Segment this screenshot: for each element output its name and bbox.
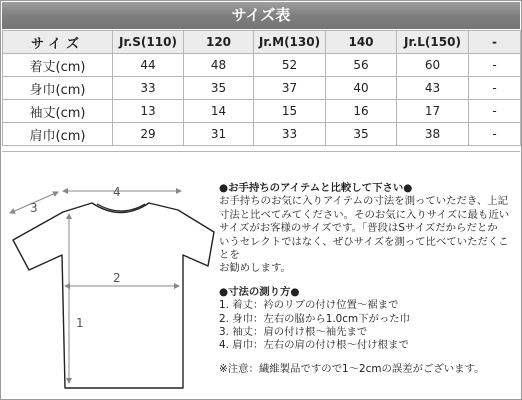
- size-header: 120: [184, 31, 254, 54]
- table-cell: 52: [254, 54, 326, 77]
- table-cell: 37: [254, 77, 326, 100]
- notes-paragraph-line: お勧めします。: [219, 262, 291, 275]
- table-row: [3, 100, 521, 123]
- list-item: 3. 袖丈：肩の付け根～袖先まで: [219, 326, 368, 339]
- list-item: 2. 身巾：左右の脇から1.0cm下がった巾: [219, 312, 411, 325]
- table-cell: 14: [184, 100, 254, 123]
- marker-1-label: 1: [76, 316, 84, 330]
- caution-note: ※注意：繊維製品ですので1～2cmの誤差がございます。: [219, 362, 485, 375]
- measurement-section: [2, 151, 520, 399]
- list-item: 1. 着丈：衿のリブの付け位置～裾まで: [219, 299, 399, 312]
- size-header: Jr.S(110): [113, 31, 184, 54]
- tshirt-outline: [13, 203, 214, 388]
- row-label: 着丈(cm): [3, 54, 113, 77]
- marker-2-label: 2: [113, 271, 121, 285]
- notes-paragraph-line: お手持ちのお気に入りアイテムの寸法を測っていただき、上記: [219, 195, 509, 208]
- measurement-list: [219, 299, 515, 353]
- header-label: サイズ: [3, 31, 113, 54]
- table-header-row: [3, 31, 521, 54]
- table-cell: 38: [397, 123, 469, 146]
- size-header: -: [469, 31, 521, 54]
- size-header: Jr.M(130): [254, 31, 326, 54]
- notes-paragraph-line: いうセレクトではなく、ぜひサイズを測って比べていただくことを: [219, 235, 509, 262]
- table-cell: 33: [254, 123, 326, 146]
- table-cell: 44: [113, 54, 184, 77]
- table-cell: 43: [397, 77, 469, 100]
- list-item: 4. 肩巾：左右の肩の付け根～付け根まで: [219, 339, 409, 352]
- notes-paragraph-line: サイズがお客様のサイズです。「普段はSサイズだからだとか: [219, 222, 498, 235]
- table-cell: 35: [184, 77, 254, 100]
- size-notes: [219, 182, 515, 376]
- tshirt-measurement-diagram: [2, 152, 217, 399]
- table-cell: 40: [326, 77, 397, 100]
- table-row: [3, 123, 521, 146]
- table-row: [3, 77, 521, 100]
- size-header: Jr.L(150): [397, 31, 469, 54]
- table-cell: 56: [326, 54, 397, 77]
- table-cell: -: [469, 100, 521, 123]
- table-cell: 33: [113, 77, 184, 100]
- table-cell: 60: [397, 54, 469, 77]
- row-label: 袖丈(cm): [3, 100, 113, 123]
- table-cell: 35: [326, 123, 397, 146]
- table-cell: 13: [113, 100, 184, 123]
- table-row: [3, 54, 521, 77]
- table-cell: 15: [254, 100, 326, 123]
- table-cell: 31: [184, 123, 254, 146]
- notes-heading-howto: ●寸法の測り方●: [219, 285, 300, 298]
- table-cell: -: [469, 123, 521, 146]
- size-table: [2, 30, 521, 146]
- page-title: サイズ表: [2, 2, 520, 29]
- notes-heading-compare: ●お手持ちのアイテムと比較して下さい●: [219, 182, 413, 194]
- row-label: 肩巾(cm): [3, 123, 113, 146]
- marker-4-label: 4: [113, 185, 121, 199]
- row-label: 身巾(cm): [3, 77, 113, 100]
- table-cell: 17: [397, 100, 469, 123]
- notes-paragraph-line: 寸法と比べてみてください。そのお気に入りサイズに最も近い: [219, 208, 510, 221]
- size-header: 140: [326, 31, 397, 54]
- table-cell: -: [469, 54, 521, 77]
- marker-3-label: 3: [30, 201, 38, 215]
- table-cell: 29: [113, 123, 184, 146]
- table-cell: 16: [326, 100, 397, 123]
- table-cell: 48: [184, 54, 254, 77]
- table-cell: -: [469, 77, 521, 100]
